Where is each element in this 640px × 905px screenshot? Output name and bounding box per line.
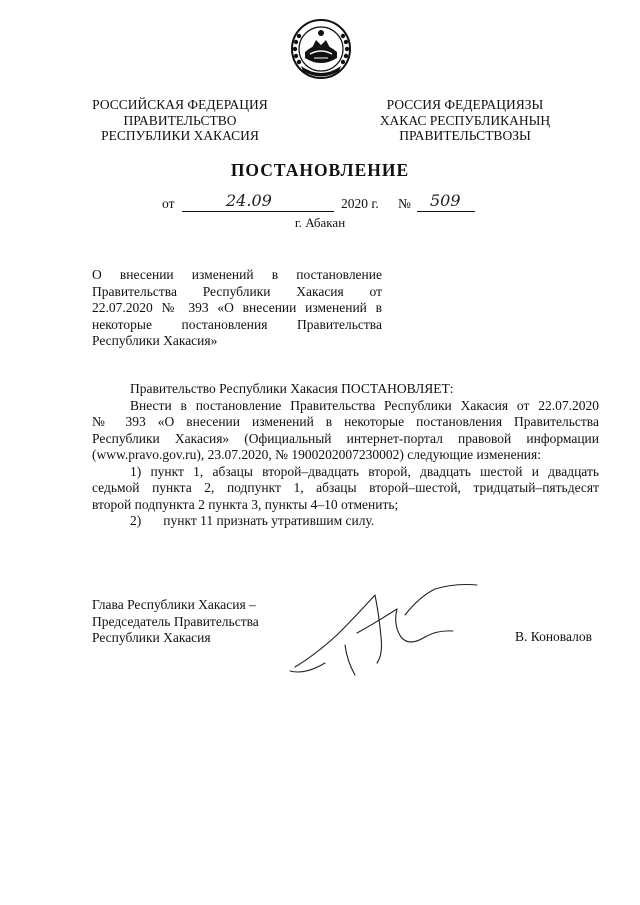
signature-title-line-1: Глава Республики Хакасия –: [92, 597, 256, 612]
date-handwritten: 24.09: [226, 191, 272, 210]
subject-line-5: Республики Хакасия»: [92, 333, 218, 348]
number-sign: №: [398, 196, 411, 211]
signature-title-line-2: Председатель Правительства: [92, 613, 259, 629]
subject-block: [92, 267, 382, 350]
coat-of-arms-emblem: [290, 18, 352, 80]
subject-line-4: некоторые постановления Правительства: [92, 316, 382, 332]
signature-title-line-3: Республики Хакасия: [92, 630, 211, 645]
number-underline: [417, 211, 475, 212]
body-intro: Правительство Республики Хакасия ПОСТАНОВЛЯЕТ:: [130, 381, 454, 396]
para1-line-3: Республики Хакасия» (Официальный интернет-портал правовой информации: [92, 430, 599, 446]
header-left-line-2: ПРАВИТЕЛЬСТВО: [123, 112, 237, 128]
header-right-line-1: РОССИЯ ФЕДЕРАЦИЯЗЫ: [386, 97, 544, 112]
date-underline: [182, 211, 334, 212]
header-left-line-1: РОССИЙСКАЯ ФЕДЕРАЦИЯ: [92, 97, 268, 112]
signatory-name: В. Коновалов: [515, 629, 592, 644]
header-right-line-3: ПРАВИТЕЛЬСТВОЗЫ: [399, 128, 531, 143]
body-text: [92, 381, 599, 530]
header-left: [80, 97, 280, 144]
city: г. Абакан: [294, 215, 346, 230]
header-left-line-3: РЕСПУБЛИКИ ХАКАСИЯ: [101, 128, 259, 143]
item1-line-2: седьмой пункта 2, подпункт 1, абзацы второй–шестой, тридцатый–пятьдесят: [92, 480, 599, 495]
date-prefix: от: [162, 196, 175, 211]
date-year: 2020 г.: [341, 196, 379, 211]
number-handwritten: 509: [430, 191, 461, 210]
handwritten-signature: [285, 575, 485, 685]
para1-line-2: № 393 «О внесении изменений в некоторые постановления Правительства: [92, 414, 599, 429]
item2-text: пункт 11 признать утратившим силу.: [163, 513, 375, 528]
subject-line-1: О внесении изменений в постановление: [92, 267, 382, 282]
para1-line-1: Внести в постановление Правительства Республики Хакасия от 22.07.2020: [130, 397, 599, 413]
item2-number: 2): [130, 513, 142, 528]
header-right-line-2: ХАКАС РЕСПУБЛИКАНЫҢ: [379, 112, 551, 128]
para1-line-4: (www.pravo.gov.ru), 23.07.2020, № 1900202007230002) следующие изменения:: [92, 447, 541, 462]
item1-line-1: 1) пункт 1, абзацы второй–двадцать второй, двадцать шестой и двадцать: [130, 463, 599, 479]
signature-title: [92, 597, 259, 647]
subject-line-3: 22.07.2020 № 393 «О внесении изменений в: [92, 300, 382, 315]
header-right: [365, 97, 565, 144]
item1-line-3: второй подпункта 2 пункта 3, пункты 4–10 отменить;: [92, 496, 399, 512]
document-title: ПОСТАНОВЛЕНИЕ: [230, 160, 410, 180]
subject-line-2: Правительства Республики Хакасия от: [92, 283, 382, 299]
item2-line: [92, 513, 599, 530]
